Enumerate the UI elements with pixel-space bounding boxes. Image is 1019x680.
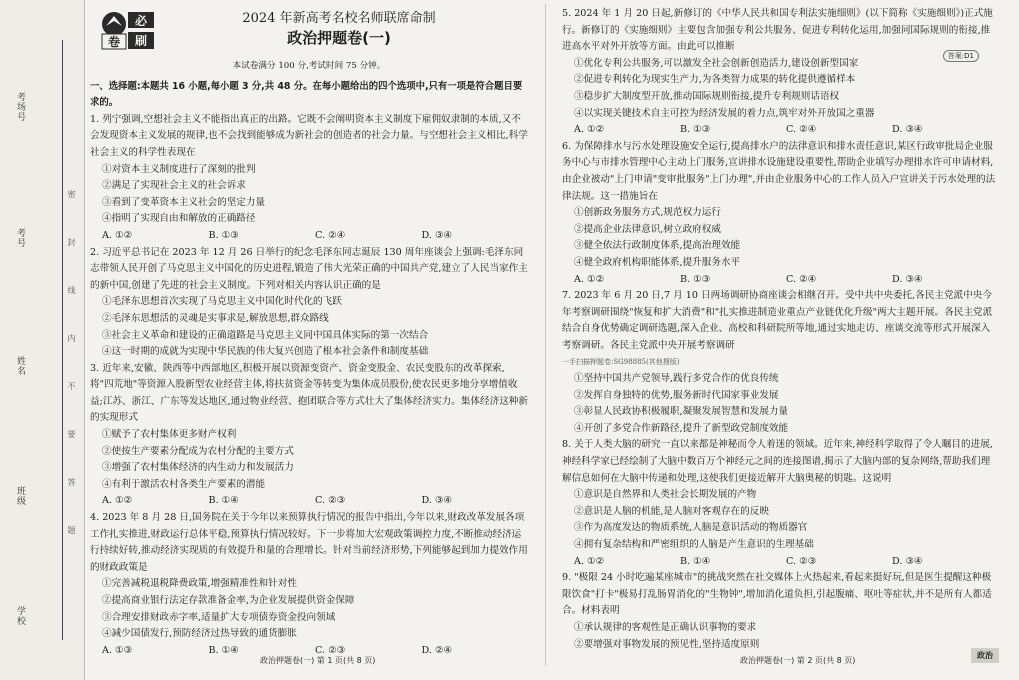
question [90,510,528,659]
answer-choice: B. ①③ [208,229,239,241]
seal-line [62,40,63,640]
option-statement: ④拥有复杂结构和严密组织的人脑是产生意识的生理基础 [574,539,814,550]
answer-choice: B. ①④ [680,555,711,567]
question [90,112,528,245]
option-statement: ②意识是人脑的机能,是人脑对客观存在的反映 [574,505,769,517]
answer-choice: C. ②④ [786,273,817,285]
option-statement: ①承认规律的客观性是正确认识事物的要求 [574,621,757,633]
answer-choice: C. ②③ [315,495,346,507]
answer-choice: B. ①④ [208,495,239,507]
option-statement: ①优化专利公共服务,可以激发全社会创新创造活力,建设创新型国家 [574,57,859,69]
seal-char: 题 [67,526,76,534]
question [90,361,528,510]
page-divider [545,4,546,666]
answer-choices [574,122,998,139]
logo-char: 必 [134,14,148,28]
option-statement: ①赋予了农村集体更多财产权利 [102,429,237,441]
exam-number-label: 考号 [15,228,25,248]
answer-choice: A. ①② [574,555,605,567]
subject-tag: 政治 [971,648,999,663]
option-statement: ②提高商业银行法定存款准备金率,为企业发展提供资金保障 [102,595,355,606]
option-statement: ③社会主义革命和建设的正确道路是马克思主义同中国具体实际的第一次结合 [102,329,429,341]
answer-choice: B. ①④ [208,644,239,656]
answer-choice: D. ③④ [421,495,453,507]
question [90,245,528,361]
question-stem: 2. 习近平总书记在 2023 年 12 月 26 日举行的纪念毛泽东同志诞辰 130 周年座谈会上强调:毛泽东同志带领人民开创了马克思主义中国化的历史进程,锻造了伟大光荣正确的中国共产党,建立了人民当家作主的新中国,创建了先进的社会主义制度。下列对相关内容认识正确的是 [90,246,528,291]
page-2-footer: 政治押题卷(一) 第 2 页(共 8 页) [740,656,856,665]
option-statement: ③稳步扩大制度型开放,推动国际规则衔接,提升专利规则话语权 [574,90,840,102]
option-statement: ②满足了实现社会主义的社会诉求 [102,180,246,192]
option-statement: ②毛泽东思想活的灵魂是实事求是,解放思想,群众路线 [102,312,329,324]
answer-choice: A. ①② [102,495,133,507]
left-question-list [90,112,528,660]
page-2 [562,6,998,653]
class-label: 班级 [15,486,25,506]
page-1 [90,6,528,659]
exam-room-label: 考场号 [15,92,25,122]
option-statement: ④指明了实现自由和解放的正确路径 [102,213,256,225]
seal-char: 答 [67,478,76,486]
question-stem: 7. 2023 年 6 月 20 日,7 月 10 日两场调研协商座谈会相继召开。受中共中央委托,各民主党派中央今年考察调研围绕"恢复和扩大消费"和"扎实推进制造业重点产业链优化升级"两大主题开展。各民主党派结合自身优势确定调研选题,深入企业、高校和科研院所等地,通过实地走访、座谈交流等形式开展深入考察调研。各民主党派中央开展考察调研 [562,290,993,351]
option-statement: ①完善减税退税降费政策,增强精准性和针对性 [102,578,297,590]
answer-choice: D. ③④ [892,555,923,567]
option-statement: ④减少国债发行,预防经济过热导致的通货膨胀 [102,628,297,640]
option-statement: ②提高企业法律意识,树立政府权威 [574,223,721,235]
option-statement: ③增强了农村集体经济的内生动力和发展活力 [102,462,294,474]
option-statement: ②促进专利转化为现实生产力,为各类智力成果的转化提供遵循样本 [574,74,856,86]
answer-choice: C. ②③ [315,644,346,656]
answer-choice: C. ②④ [315,229,346,241]
option-statement: ③合理安排财政赤字率,适量扩大专项债券资金投向领域 [102,611,336,623]
option-statement: ①坚持中国共产党领导,践行多党合作的优良传统 [574,373,779,385]
option-statement: ②发挥自身独特的优势,服务新时代国家事业发展 [574,389,779,401]
question [562,139,998,288]
question-stem: 4. 2023 年 8 月 28 日,国务院在关于今年以来预算执行情况的报告中指出,今年以来,财政改革发展各项工作扎实推进,财政运行总体平稳,预算执行情况较好。下一步将加大宏观政策调控力度,不断推动经济运行持续好转,推动经济实现质的有效提升和量的合理增长。针对当前经济形势,下列能够起到加力提效作用的财政政策是 [90,512,528,573]
logo-char: 刷 [134,34,148,48]
answer-choice: A. ①② [102,229,133,241]
seal-char: 要 [67,430,76,438]
option-statement: ④这一时期的成就为实现中华民族的伟大复兴创造了根本社会条件和制度基础 [102,346,429,358]
answer-choice: D. ③④ [892,273,923,285]
option-statement: ③作为高度发达的物质系统,人脑是意识活动的物质器官 [574,522,808,534]
question [562,570,998,653]
option-statement: ①毛泽东思想首次实现了马克思主义中国化时代化的飞跃 [102,296,342,308]
answer-choices [574,272,998,289]
section-heading: 一、选择题:本题共 16 小题,每小题 3 分,共 48 分。在每小题给出的四个选项中,只有一项是符合题目要求的。 [90,80,523,109]
seal-char: 不 [67,382,76,390]
option-statement: ③看到了变革资本主义社会的坚定力量 [102,196,266,208]
answer-choice: C. ②③ [786,555,817,567]
answer-choices [574,554,998,571]
answer-choice: D. ③④ [892,124,923,136]
answer-choice: C. ②④ [786,124,817,136]
exam-info: 本试卷满分 100 分,考试时间 75 分钟。 [232,61,386,71]
answer-choice: D. ③④ [421,229,453,241]
option-statement: ①对资本主义制度进行了深刻的批判 [102,163,256,175]
answer-choice: B. ①③ [680,273,711,285]
binding-strip [0,0,85,680]
answer-choices [102,493,528,510]
question [562,6,998,139]
question-stem: 1. 列宁强调,空想社会主义不能指出真正的出路。它既不会阐明资本主义制度下雇佣奴隶制的本质,又不会发现资本主义发展的规律,也不会找到能够成为新社会的创造者的社会力量。与空想社会主义相比,科学社会主义的科学性表现在 [90,113,528,158]
option-statement: ④以实现关键技术自主可控为经济发展的着力点,筑牢对外开放国之重器 [574,107,875,119]
logo-char: 卷 [107,35,121,49]
seal-char: 封 [67,238,76,246]
answer-choice: A. ①③ [102,644,133,656]
exam-series-title: 2024 年新高考名校名师联席命制 [242,11,436,26]
answer-choice: D. ②④ [421,644,453,656]
answer-choice: B. ①③ [680,124,711,136]
option-statement: ③健全依法行政制度体系,提高治理效能 [574,240,741,252]
question-stem: 9. "极限 24 小时吃遍某座城市"的挑战突然在社交媒体上火热起来,看起来挺好玩,但是医生提醒这种极限饮食"打卡"极易打乱肠胃消化的"生物钟",增加消化道负担,引起腹痛、呕吐等症状,并不是所有人都适合。材料表明 [562,572,992,617]
question-stem: 6. 为保障排水与污水处理设施安全运行,提高排水户的法律意识和排水责任意识,某区行政审批局企业服务中心与市排水管理中心主动上门服务,宣讲排水设施建设重要性,帮助企业填写办理排水许可申请材料,由企业被动"上门申请"变审批服务"上门办理",并由企业服务中心的工作人员入户宣讲关于污水处理的法律法规。这一措施旨在 [562,140,996,202]
question-stem: 3. 近年来,安徽、陕西等中西部地区,积极开展以资源变资产、资金变股金、农民变股东的改革探索,将"四荒地"等资源入股新型农业经营主体,将扶贫资金等转变为集体成员股份,使农民更多地分享增值收益;江苏、浙江、广东等发达地区,通过物业经营、抱团联合等方式壮大了集体经济实力。集体经济这种新的实现形式 [90,362,528,424]
answer-choices [102,228,528,245]
page-1-footer: 政治押题卷(一) 第 1 页(共 8 页) [260,656,376,665]
right-question-list [562,6,998,653]
option-statement: ①意识是自然界和人类社会长期发展的产物 [574,489,757,501]
school-label: 学校 [15,606,25,626]
exam-title: 政治押题卷(一) [287,29,391,47]
question-stem: 5. 2024 年 1 月 20 日起,新修订的《中华人民共和国专利法实施细则》(以下简称《实施细则》)正式施行。新修订的《实施细则》主要包含加强专利公共服务、促进专利转化运用,加强同国际规则的衔接,推进高水平对外开放等方面。由此可以推断 [562,8,993,53]
question [562,437,998,570]
answer-code-badge: 答案:D1 [943,50,979,62]
answer-choice: A. ①② [574,273,605,285]
option-statement: ②使按生产要素分配成为农村分配的主要方式 [102,445,294,457]
question-stem: 8. 关于人类大脑的研究一直以来都是神秘而令人着迷的领域。近年来,神经科学取得了令人瞩目的进展,神经科学家已经绘制了大脑中数百万个神经元之间的连接图谱,揭示了大脑内部的复杂网络,帮助我们理解信息如何在大脑中传递和处理,这使我们更接近解开大脑奥秘的钥匙。这说明 [562,439,993,484]
option-statement: ①创新政务服务方式,规范权力运行 [574,207,721,219]
option-statement: ③彰显人民政协积极履职,凝聚发展智慧和发展力量 [574,406,789,418]
seal-char: 密 [67,190,76,198]
name-label: 姓名 [15,356,25,376]
option-statement: ④健全政府机构职能体系,提升服务水平 [574,256,741,268]
answer-choice: A. ①② [574,124,605,136]
option-statement: ④有利于激活农村各类生产要素的潜能 [102,478,266,490]
seal-char: 线 [67,286,76,294]
question [562,288,998,437]
option-statement: ④开创了多党合作新路径,提升了新型政党制度效能 [574,422,789,434]
option-statement: ②要增强对事物发展的预见性,坚持适度原则 [574,638,760,650]
seal-char: 内 [67,334,76,342]
scan-stamp: 一手扫描押题卷:SG98885(其他搜版) [562,358,680,367]
